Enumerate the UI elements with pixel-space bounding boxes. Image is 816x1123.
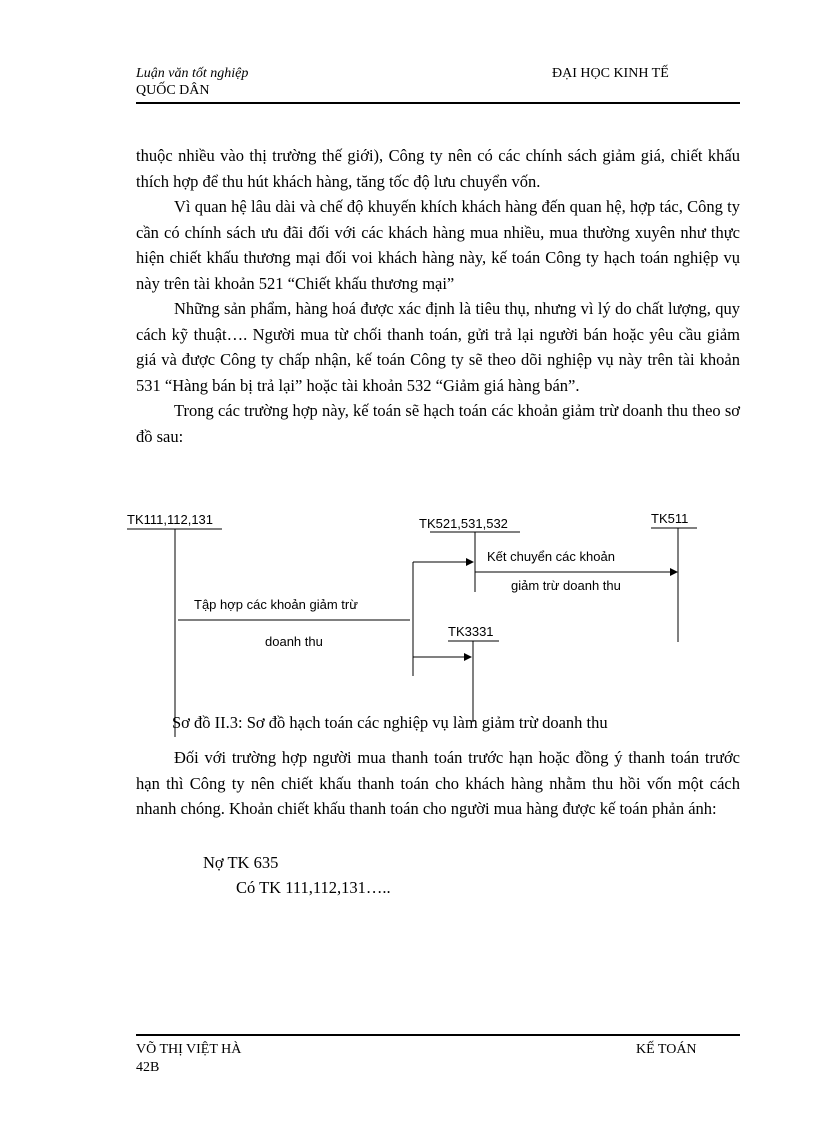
class-code: 42B <box>136 1060 160 1075</box>
journal-credit: Có TK 111,112,131….. <box>236 878 391 897</box>
collect-label-line1: Tập hợp các khoản giảm trừ <box>194 597 358 612</box>
university-name-cont: QUỐC DÂN <box>136 83 210 98</box>
thesis-label: Luận văn tốt nghiệp <box>136 66 249 81</box>
paragraph: Đối với trường hợp người mua thanh toán trước hạn hoặc đồng ý thanh toán trước hạn thì Công ty nên chiết khấu thanh toán cho khách hàng nhằm thu hồi vốn một cách nhanh chóng. Khoản chiết khấu thanh toán cho người mua hàng được kế toán phản ánh: <box>136 748 740 818</box>
arrowhead-521 <box>466 558 474 566</box>
university-name: ĐẠI HỌC KINH TẾ <box>552 66 669 81</box>
body-text-continued <box>136 745 740 822</box>
account-label-511: TK511 <box>651 511 689 526</box>
paragraph: Những sản phẩm, hàng hoá được xác định là tiêu thụ, nhưng vì lý do chất lượng, quy cách kỹ thuật…. Người mua từ chối thanh toán, gửi trả lại người bán hoặc yêu cầu giảm giá và được Công ty chấp nhận, kế toán Công ty sẽ theo dõi nghiệp vụ này trên tài khoản 531 “Hàng bán bị trả lại” hoặc tài khoản 532 “Giảm giá hàng bán”. <box>136 299 740 395</box>
body-text <box>136 143 740 449</box>
account-label-111: TK111,112,131 <box>127 512 214 527</box>
paragraph: Trong các trường hợp này, kế toán sẽ hạch toán các khoản giảm trừ doanh thu theo sơ đồ sau: <box>136 401 740 446</box>
author-name: VÕ THỊ VIỆT HÀ <box>136 1042 242 1057</box>
diagram-caption: Sơ đồ II.3: Sơ đồ hạch toán các nghiệp vụ làm giảm trừ doanh thu <box>172 713 608 732</box>
paragraph: thuộc nhiều vào thị trường thế giới), Công ty nên có các chính sách giảm giá, chiết khấu thích hợp để thu hút khách hàng, tăng tốc độ lưu chuyển vốn. <box>136 146 740 191</box>
journal-debit: Nợ TK 635 <box>203 853 279 872</box>
transfer-label-line1: Kết chuyển các khoản <box>487 549 615 564</box>
arrowhead-3331 <box>464 653 472 661</box>
account-label-3331: TK3331 <box>448 624 494 639</box>
account-label-521: TK521,531,532 <box>419 516 508 531</box>
arrowhead-511 <box>670 568 678 576</box>
paragraph: Vì quan hệ lâu dài và chế độ khuyến khích khách hàng đến quan hệ, hợp tác, Công ty cần có chính sách ưu đãi đối với các khách hàng mua nhiều, mua thường xuyên như thực hiện chiết khấu thương mại đối voi khách hàng này, kế toán Công ty hạch toán nghiệp vụ này trên tài khoản 521 “Chiết khấu thương mại” <box>136 197 740 293</box>
page-footer <box>136 1034 740 1078</box>
transfer-label-line2: giảm trừ doanh thu <box>511 578 621 593</box>
department: KẾ TOÁN <box>636 1042 697 1057</box>
collect-label-line2: doanh thu <box>265 634 323 649</box>
page-header <box>136 66 740 104</box>
